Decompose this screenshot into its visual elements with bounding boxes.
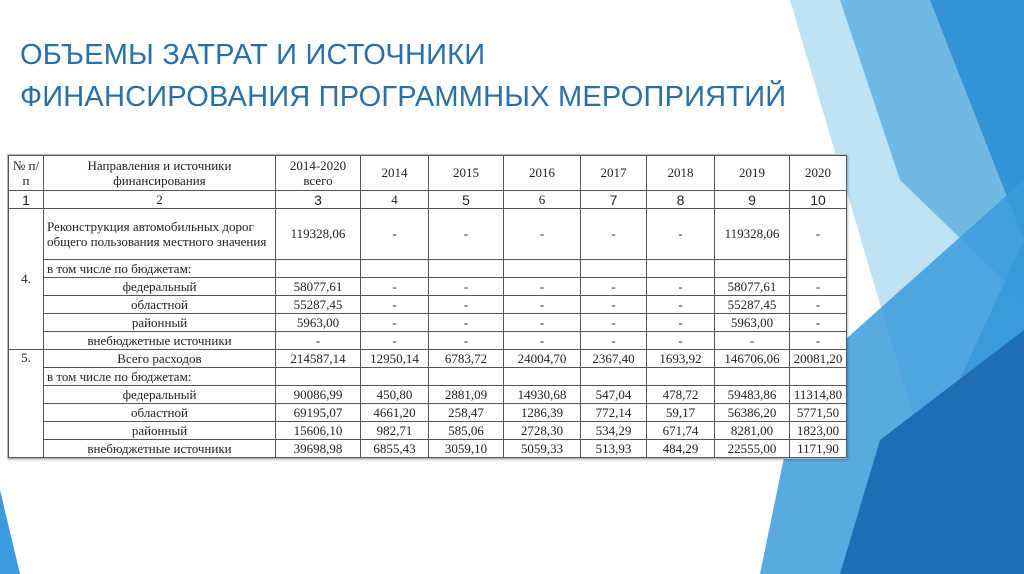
table-row [9,260,847,278]
value-cell: - [504,209,581,260]
value-cell: 20081,20 [790,350,847,368]
value-cell: 5771,50 [790,404,847,422]
value-cell: - [647,332,715,350]
value-cell: - [361,296,429,314]
table-row [9,386,847,404]
index-cell: 3 [276,191,361,209]
value-cell: - [790,209,847,260]
value-cell: - [429,332,504,350]
value-cell: 119328,06 [276,209,361,260]
value-cell: - [504,314,581,332]
value-cell: 3059,10 [429,440,504,458]
section-4-number: 4. [9,209,44,350]
value-cell: 59,17 [647,404,715,422]
value-cell: - [790,314,847,332]
value-cell: 4661,20 [361,404,429,422]
value-cell: - [581,332,647,350]
funding-table [8,155,847,458]
page-title [20,34,840,118]
table-row [9,209,847,260]
value-cell: - [581,314,647,332]
index-cell: 10 [790,191,847,209]
value-cell: - [361,314,429,332]
value-cell: 484,29 [647,440,715,458]
value-cell: 1823,00 [790,422,847,440]
value-cell: 119328,06 [715,209,790,260]
value-cell: - [647,314,715,332]
row-label: федеральный [44,278,276,296]
value-cell: 12950,14 [361,350,429,368]
row-label: областной [44,296,276,314]
section-5-budgets-label: в том числе по бюджетам: [44,368,276,386]
table-row [9,422,847,440]
value-cell: 14930,68 [504,386,581,404]
index-cell: 5 [429,191,504,209]
header-year: 2020 [790,156,847,191]
value-cell: - [429,278,504,296]
index-cell: 6 [504,191,581,209]
value-cell: 5059,33 [504,440,581,458]
value-cell: 450,80 [361,386,429,404]
header-year: 2018 [647,156,715,191]
value-cell: - [647,296,715,314]
value-cell: 6855,43 [361,440,429,458]
index-cell: 8 [647,191,715,209]
value-cell: 1171,90 [790,440,847,458]
value-cell: 8281,00 [715,422,790,440]
value-cell: - [504,332,581,350]
value-cell: 90086,99 [276,386,361,404]
value-cell: - [581,296,647,314]
value-cell: 513,93 [581,440,647,458]
value-cell: 22555,00 [715,440,790,458]
value-cell: - [790,296,847,314]
value-cell: 55287,45 [715,296,790,314]
value-cell: - [790,332,847,350]
value-cell: 534,29 [581,422,647,440]
value-cell: 59483,86 [715,386,790,404]
table-row [9,440,847,458]
table-row [9,278,847,296]
value-cell: 146706,06 [715,350,790,368]
value-cell: 258,47 [429,404,504,422]
value-cell: 585,06 [429,422,504,440]
value-cell: - [276,332,361,350]
header-year: 2019 [715,156,790,191]
value-cell: 772,14 [581,404,647,422]
section-4-name: Реконструкция автомобильных дорог общего пользования местного значения [44,209,276,260]
index-cell: 2 [44,191,276,209]
value-cell: 15606,10 [276,422,361,440]
index-cell: 7 [581,191,647,209]
value-cell: 24004,70 [504,350,581,368]
row-label: федеральный [44,386,276,404]
row-label: внебюджетные источники [44,332,276,350]
header-year: 2016 [504,156,581,191]
index-cell: 4 [361,191,429,209]
row-label: районный [44,422,276,440]
value-cell: 39698,98 [276,440,361,458]
value-cell: 2881,09 [429,386,504,404]
index-cell: 9 [715,191,790,209]
value-cell: 58077,61 [276,278,361,296]
value-cell: 478,72 [647,386,715,404]
row-label: областной [44,404,276,422]
value-cell: 6783,72 [429,350,504,368]
title-line-1: ОБЪЕМЫ ЗАТРАТ И ИСТОЧНИКИ [20,39,486,71]
header-direction: Направления и источники финансирования [44,156,276,191]
header-year: 2017 [581,156,647,191]
header-year: 2014 [361,156,429,191]
table-row [9,350,847,368]
section-4-budgets-label: в том числе по бюджетам: [44,260,276,278]
section-5-number: 5. [9,350,44,458]
value-cell: - [715,332,790,350]
value-cell: 69195,07 [276,404,361,422]
value-cell: 1286,39 [504,404,581,422]
table-row [9,314,847,332]
value-cell: 671,74 [647,422,715,440]
value-cell: - [504,296,581,314]
header-num: № п/п [9,156,44,191]
value-cell: - [361,209,429,260]
index-cell: 1 [9,191,44,209]
table-row [9,404,847,422]
value-cell: - [361,332,429,350]
value-cell: 1693,92 [647,350,715,368]
value-cell: 56386,20 [715,404,790,422]
row-label: районный [44,314,276,332]
value-cell: 55287,45 [276,296,361,314]
value-cell: - [361,278,429,296]
header-total: 2014-2020 всего [276,156,361,191]
table-row [9,296,847,314]
value-cell: 214587,14 [276,350,361,368]
funding-table-container [7,154,847,459]
section-5-name: Всего расходов [44,350,276,368]
value-cell: - [429,314,504,332]
value-cell: 5963,00 [276,314,361,332]
row-label: внебюджетные источники [44,440,276,458]
value-cell: 2367,40 [581,350,647,368]
value-cell: - [581,278,647,296]
value-cell: - [790,278,847,296]
table-row [9,368,847,386]
value-cell: 5963,00 [715,314,790,332]
value-cell: - [647,209,715,260]
table-row [9,332,847,350]
index-row [9,191,847,209]
value-cell: - [429,209,504,260]
value-cell: 11314,80 [790,386,847,404]
value-cell: 547,04 [581,386,647,404]
value-cell: - [504,278,581,296]
value-cell: 982,71 [361,422,429,440]
title-line-2: ФИНАНСИРОВАНИЯ ПРОГРАММНЫХ МЕРОПРИЯТИЙ [20,81,787,113]
header-year: 2015 [429,156,504,191]
header-row [9,156,847,191]
value-cell: - [647,278,715,296]
value-cell: - [581,209,647,260]
value-cell: 58077,61 [715,278,790,296]
value-cell: - [429,296,504,314]
value-cell: 2728,30 [504,422,581,440]
